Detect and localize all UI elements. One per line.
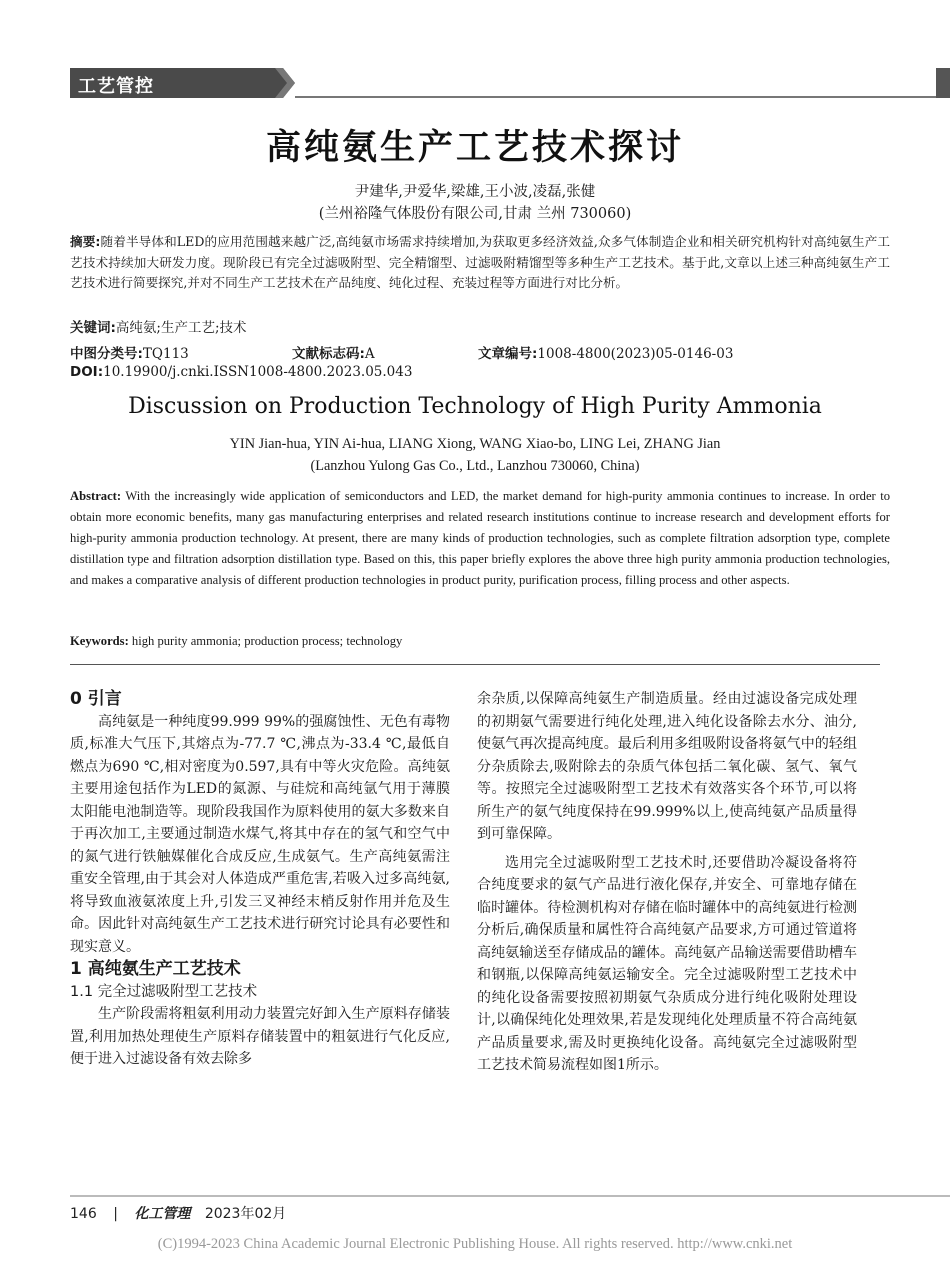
- article-number: [478, 342, 733, 362]
- abstract-cn-text: 随着半导体和LED的应用范围越来越广泛,高纯氨市场需求持续增加,为获取更多经济效益,众多气体制造企业和相关研究机构针对高纯氨生产工艺技术持续加大研发力度。现阶段已有完全过滤吸附型、完全精馏型、过滤吸附精馏型等多种生产工艺技术。基于此,文章以上述三种高纯氨生产工艺技术进行简要探究,并对不同生产工艺技术在产品纯度、纯化过程、充装过程等方面进行对比分析。: [70, 234, 890, 290]
- paragraph: 选用完全过滤吸附型工艺技术时,还要借助冷凝设备将符合纯度要求的氨气产品进行液化保存,并安全、可靠地存储在临时罐体。待检测机构对存储在临时罐体中的高纯氨进行检测分析后,确保质量和属性符合高纯氨产品要求,方可通过管道将高纯氨输送至存储成品的罐体。高纯氨产品输送需要借助槽车和钢瓶,以保障高纯氨运输安全。完全过滤吸附型工艺技术中的纯化设备需要按照初期氨气杂质成分进行纯化吸附处理设计,以确保纯化处理效果,若是发现纯化处理质量不符合高纯氨产品质量要求,需及时更换纯化设备。高纯氨完全过滤吸附型工艺技术简易流程如图1所示。: [477, 854, 857, 1073]
- abstract-en-text: With the increasingly wide application of semiconductors and LED, the market demand for high-purity ammonia continues to increase. In order to obtain more economic benefits, many gas manufacturing enterprises and related research institutions continue to increase research and development efforts for high-purity ammonia production technology. At present, there are many kinds of production technologies, such as complete filtration adsorption type, complete distillation type and filtration adsorption distillation type. Based on this, this paper briefly explores the above three high purity ammonia production technologies, and makes a comparative analysis of different production technologies in product purity, purification process, filling process and other aspects.: [70, 489, 890, 587]
- clc-label: 中图分类号:: [70, 346, 143, 362]
- keywords-en-text: high purity ammonia; production process; technology: [131, 634, 403, 648]
- right-edge-bar: [936, 68, 950, 98]
- abstract-en-label: Abstract:: [70, 489, 122, 503]
- doi-label: DOI:: [70, 364, 104, 380]
- copyright-notice: (C)1994-2023 China Academic Journal Electronic Publishing House. All rights reserved. http://www.cnki.net: [157, 1236, 793, 1252]
- document-code: [292, 342, 375, 362]
- footer-rule: [70, 1195, 950, 1197]
- heading-intro: 0 引言: [70, 689, 122, 709]
- page-footer: [70, 1203, 286, 1223]
- abstract-cn: [70, 232, 890, 294]
- journal-name: 化工管理: [134, 1206, 191, 1222]
- article-value: 1008-4800(2023)05-0146-03: [537, 346, 734, 362]
- clc-value: TQ113: [142, 346, 189, 362]
- english-title: Discussion on Production Technology of High Purity Ammonia: [128, 394, 822, 419]
- paragraph: 生产阶段需将粗氨利用动力装置完好卸入生产原料存储装置,利用加热处理使生产原料存储装置中的粗氨进行气化反应,便于进入过滤设备有效去除多: [70, 1006, 450, 1067]
- affiliation-cn: (兰州裕隆气体股份有限公司,甘肃 兰州 730060): [318, 206, 632, 222]
- doi-value: 10.19900/j.cnki.ISSN1008-4800.2023.05.043: [103, 364, 413, 380]
- page-title: 高纯氨生产工艺技术探讨: [265, 128, 684, 168]
- page-number: 146: [70, 1206, 97, 1222]
- doi: [70, 364, 412, 380]
- keywords-en-label: Keywords:: [70, 634, 129, 648]
- clc-number: [70, 342, 189, 362]
- keywords-cn: [70, 318, 890, 339]
- abstract-en: [70, 486, 890, 591]
- right-column: [477, 688, 857, 1077]
- separator-rule: [70, 664, 880, 665]
- heading-section-1-1: 1.1 完全过滤吸附型工艺技术: [70, 983, 258, 1000]
- heading-section-1: 1 高纯氨生产工艺技术: [70, 959, 241, 979]
- issue-date: 2023年02月: [204, 1206, 287, 1222]
- authors-en: YIN Jian-hua, YIN Ai-hua, LIANG Xiong, WANG Xiao-bo, LING Lei, ZHANG Jian: [229, 436, 721, 452]
- doc-value: A: [364, 346, 375, 362]
- footer-separator: |: [113, 1206, 118, 1222]
- paragraph: 高纯氨是一种纯度99.999 99%的强腐蚀性、无色有毒物质,标准大气压下,其熔点为-77.7 ℃,沸点为-33.4 ℃,最低自燃点为690 ℃,相对密度为0.597,具有中等火灾危险。高纯氨主要用途包括作为LED的氮源、与硅烷和高纯氩气用于薄膜太阳能电池制造等。现阶段我国作为原料使用的氨大多数来自于再次加工,主要通过制造水煤气,将其中存在的氢气和空气中的氮气进行铁触媒催化合成反应,生成氨气。生产高纯氨需注重安全管理,由于其会对人体造成严重危害,若吸入过多高纯氨,将导致血液氨浓度上升,引发三叉神经末梢反射作用并危及生命。因此针对高纯氨生产工艺技术进行研究讨论具有必要性和现实意义。: [70, 713, 450, 955]
- authors-cn: 尹建华,尹爱华,梁雄,王小波,凌磊,张健: [354, 184, 596, 200]
- keywords-cn-text: 高纯氨;生产工艺;技术: [115, 320, 247, 336]
- keywords-en: [70, 634, 890, 649]
- doc-label: 文献标志码:: [292, 346, 365, 362]
- abstract-cn-label: 摘要:: [70, 234, 101, 249]
- top-rule: [295, 96, 950, 98]
- column-label: 工艺管控: [78, 76, 154, 97]
- affiliation-en: (Lanzhou Yulong Gas Co., Ltd., Lanzhou 730060, China): [310, 458, 640, 474]
- left-column: [70, 688, 450, 1071]
- keywords-cn-label: 关键词:: [70, 320, 116, 336]
- article-label: 文章编号:: [478, 346, 538, 362]
- paragraph: 余杂质,以保障高纯氨生产制造质量。经由过滤设备完成处理的初期氨气需要进行纯化处理,进入纯化设备除去水分、油分,使氨气再次提高纯度。最后利用多组吸附设备将氨气中的轻组分杂质除去,吸附除去的杂质气体包括二氧化碳、氢气、氧气等。按照完全过滤吸附型工艺技术有效落实各个环节,可以将所生产的氨气纯度保持在99.999%以上,使高纯氨产品质量得到可靠保障。: [477, 691, 857, 842]
